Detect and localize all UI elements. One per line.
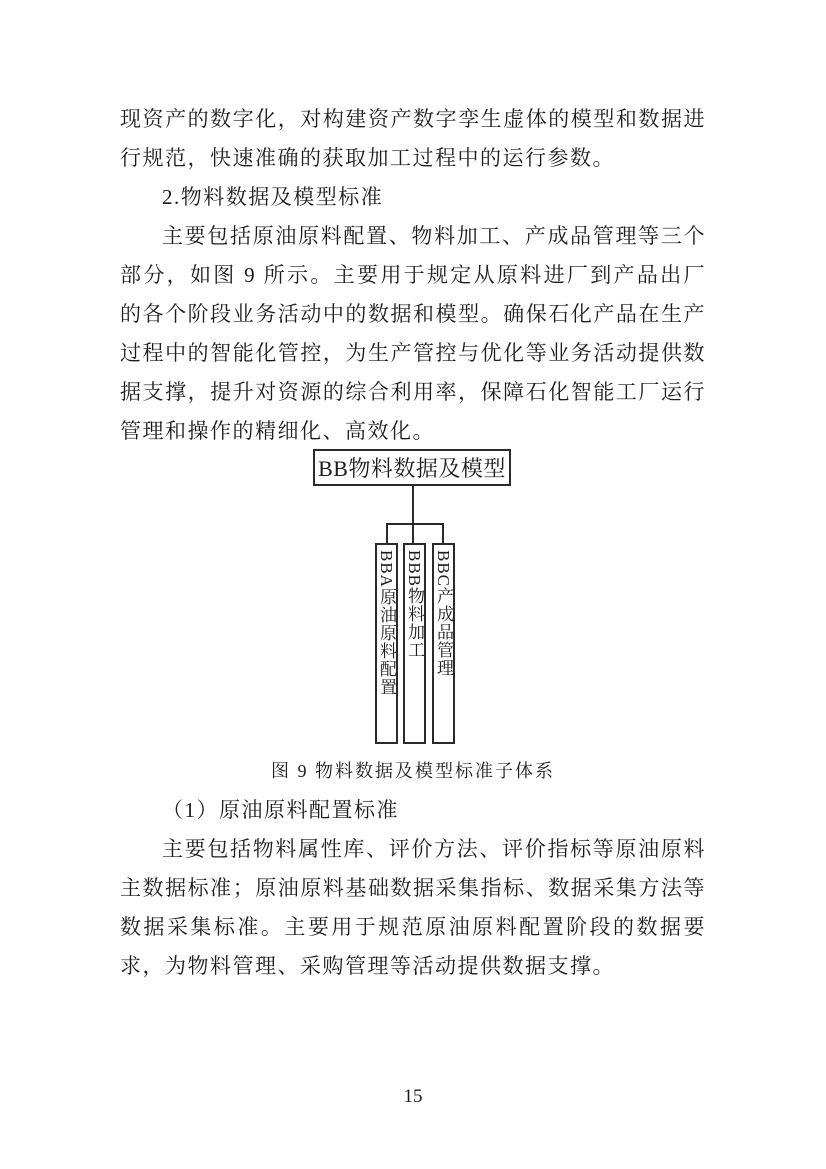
connector-line-horizontal [386,523,444,525]
section-heading: 2.物料数据及模型标准 [162,185,384,209]
connector-stub-middle [412,523,414,544]
diagram-child-box: BBB物料加工 [403,543,426,744]
diagram-child-box: BBC产成品管理 [432,543,455,744]
diagram-child-box: BBA原油原料配置 [375,543,398,744]
body-text-bottom [120,791,706,986]
body-paragraph: 主要包括物料属性库、评价方法、评价指标等原油原料主数据标准；原油原料基础数据采集指标、数据采集方法等数据采集标准。主要用于规范原油原料配置阶段的数据要求，为物料管理、采购管理等活动提供数据支撑。 [120,837,706,978]
body-paragraph: 主要包括原油原料配置、物料加工、产成品管理等三个部分，如图 9 所示。主要用于规定从原料进厂到产品出厂的各个阶段业务活动中的数据和模型。确保石化产品在生产过程中的智能化管控，为生产管控与优化等业务活动提供数据支撑，提升对资源的综合利用率，保障石化智能工厂运行管理和操作的精细化、高效化。 [120,224,706,443]
body-text-top [120,100,706,451]
connector-stub-right [442,523,444,544]
connector-stub-left [386,523,388,544]
connector-line-vertical [412,485,414,525]
diagram-root-box: BB物料数据及模型 [313,449,511,486]
body-paragraph: 现资产的数字化，对构建资产数字孪生虚体的模型和数据进行规范，快速准确的获取加工过程中的运行参数。 [120,107,706,170]
page-number: 15 [403,1086,423,1107]
sub-heading: （1）原油原料配置标准 [162,798,399,822]
figure-caption: 图 9 物料数据及模型标准子体系 [271,761,555,781]
